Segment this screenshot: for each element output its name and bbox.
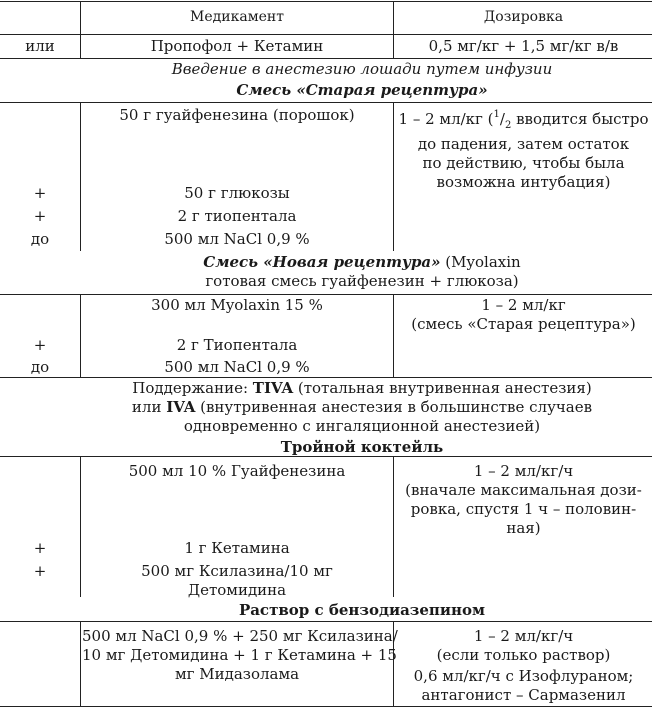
recipe-title: Смесь «Старая рецептура»	[236, 81, 488, 99]
drug-cell: 500 мг Ксилазина/10 мг Детомидина	[141, 562, 333, 599]
table-bottom-rule	[0, 706, 652, 707]
col-rule	[80, 294, 81, 377]
col-rule	[393, 1, 394, 58]
drug-cell: 50 г гуайфенезина (порошок)	[119, 106, 355, 124]
drug-cell: 500 мл 10 % Гуайфенезина	[128, 462, 346, 480]
row-prefix: +	[33, 207, 47, 225]
row-prefix: +	[33, 184, 47, 202]
dose-cell: 1 – 2 мл/кг (смесь «Старая рецептура»)	[411, 296, 636, 333]
drug-cell: 500 мл NaCl 0,9 %	[164, 358, 310, 376]
row-prefix: или	[25, 37, 55, 55]
row-rule	[0, 58, 652, 59]
row-rule	[0, 294, 652, 295]
recipe-title: Смесь «Новая рецептура» (Myolaxin	[203, 253, 521, 271]
column-header-dose: Дозировка	[483, 9, 564, 25]
col-rule	[80, 1, 81, 58]
section-heading: Введение в анестезию лошади путем инфузии	[171, 60, 553, 78]
row-prefix: +	[33, 539, 47, 557]
header-bottom-rule	[0, 34, 652, 35]
drug-cell: 2 г Тиопентала	[176, 336, 298, 354]
dose-cell: 1 – 2 мл/кг/ч (вначале максимальная дози- ровка, спустя 1 ч – половин- ная)	[405, 462, 642, 537]
col-rule	[393, 456, 394, 597]
col-rule	[393, 294, 394, 377]
drug-cell: Пропофол + Кетамин	[150, 37, 324, 55]
section-heading: Тройной коктейль	[280, 438, 444, 456]
drug-cell: 1 г Кетамина	[184, 539, 290, 557]
dose-cell: 1 – 2 мл/кг/ч (если только раствор) 0,6 мл/кг/ч с Изофлураном; антагонист – Сармазенил	[413, 627, 634, 704]
row-prefix: +	[33, 562, 47, 580]
col-rule	[80, 456, 81, 597]
row-prefix: до	[30, 230, 50, 248]
col-rule	[393, 102, 394, 251]
drug-cell: 500 мл NaCl 0,9 %	[164, 230, 310, 248]
drug-cell: 2 г тиопентала	[177, 207, 297, 225]
drug-cell: 500 мл NaCl 0,9 % + 250 мг Ксилазина/ 10 мг Детомидина + 1 г Кетамина + 15 мг Мидазолама	[82, 627, 398, 683]
row-rule	[0, 377, 652, 378]
drug-cell: 50 г глюкозы	[184, 184, 290, 202]
row-rule	[0, 102, 652, 103]
drug-cell: 300 мл Myolaxin 15 %	[151, 296, 323, 314]
col-rule	[80, 102, 81, 251]
row-rule	[0, 621, 652, 622]
dose-cell: 1 – 2 мл/кг ($^1/_2$ вводится быстро до падения, затем остаток по действию, чтобы была возможна интубация)	[398, 109, 649, 191]
table-top-rule	[0, 1, 652, 2]
maintenance-note: Поддержание: TIVA (тотальная внутривенная анестезия)	[132, 379, 592, 397]
section-heading: Раствор с бензодиазепином	[238, 601, 486, 619]
maintenance-note: или IVA (внутривенная анестезия в большинстве случаев	[131, 398, 593, 416]
column-header-drug: Медикамент	[190, 9, 284, 25]
col-rule	[80, 621, 81, 706]
recipe-subtitle: готовая смесь гуайфенезин + глюкоза)	[205, 272, 519, 290]
row-prefix: до	[30, 358, 50, 376]
maintenance-note: одновременно с ингаляционной анестезией)	[183, 417, 541, 435]
dose-cell: 0,5 мг/кг + 1,5 мг/кг в/в	[428, 37, 619, 55]
row-prefix: +	[33, 336, 47, 354]
